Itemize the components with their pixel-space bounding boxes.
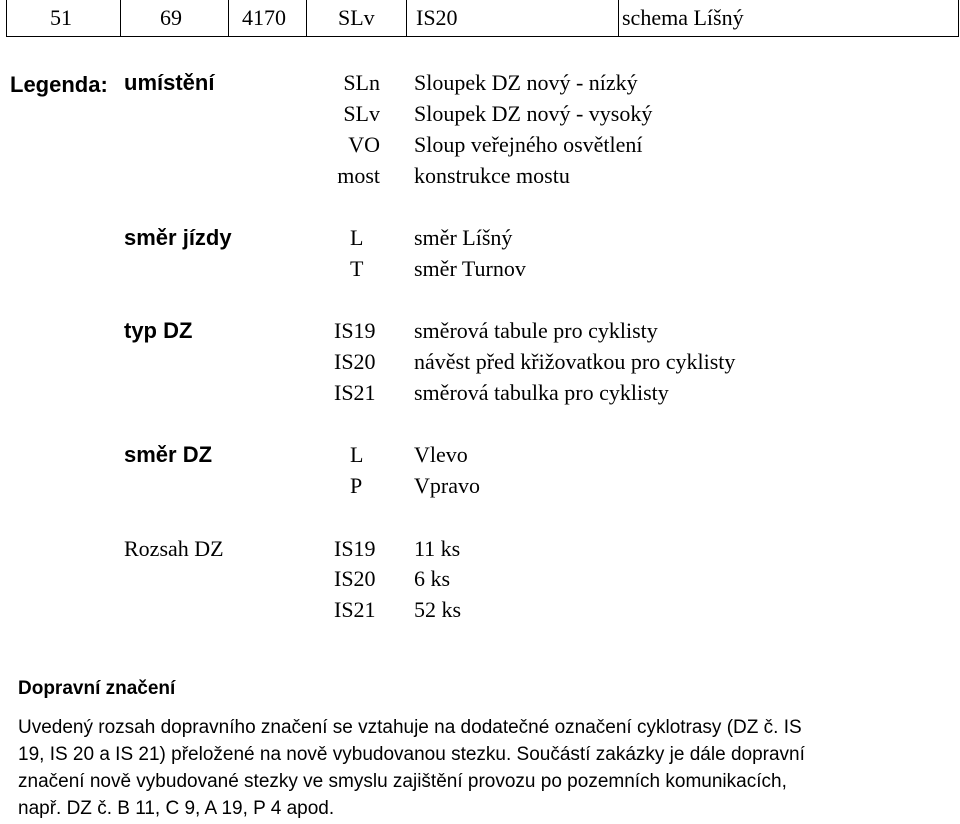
table-divider xyxy=(618,0,619,36)
legend-desc: směrová tabule pro cyklisty xyxy=(414,318,658,343)
legend-group-label-typ-dz: typ DZ xyxy=(124,318,193,343)
paragraph-line: 19, IS 20 a IS 21) přeložené na nově vybudovanou stezku. Součástí zakázky je dále dopravní xyxy=(18,744,805,765)
legend-code: L xyxy=(350,442,364,467)
legend-desc: Vpravo xyxy=(414,473,480,498)
header-cell-3: 4170 xyxy=(242,5,286,30)
legend-desc: 11 ks xyxy=(414,536,461,561)
legend-code: P xyxy=(350,473,363,498)
legend-desc: 52 ks xyxy=(414,597,462,622)
legend-desc: Sloupek DZ nový - vysoký xyxy=(414,101,653,126)
header-cell-2: 69 xyxy=(160,5,182,30)
paragraph-line: Uvedený rozsah dopravního značení se vztahuje na dodatečné označení cyklotrasy (DZ č. IS xyxy=(18,717,802,738)
legend-desc: směr Turnov xyxy=(414,256,526,281)
section-paragraph xyxy=(18,714,933,822)
table-divider xyxy=(228,0,229,36)
header-table-row xyxy=(6,0,959,37)
header-cell-6: schema Líšný xyxy=(622,5,744,30)
legend-group-label-rozsah-dz: Rozsah DZ xyxy=(124,536,224,561)
legend-code: IS19 xyxy=(334,536,376,561)
legend-code: IS21 xyxy=(334,597,376,622)
legend-desc: Vlevo xyxy=(414,442,468,467)
legend-code: SLv xyxy=(343,101,380,126)
legend-desc: 6 ks xyxy=(414,566,451,591)
legend-code: L xyxy=(350,225,364,250)
legend-code: IS20 xyxy=(334,349,376,374)
table-divider xyxy=(306,0,307,36)
legend-desc: Sloupek DZ nový - nízký xyxy=(414,70,638,95)
legend-code: IS20 xyxy=(334,566,376,591)
legend-desc: směr Líšný xyxy=(414,225,513,250)
legend-title: Legenda: xyxy=(10,72,108,97)
legend-code: SLn xyxy=(343,70,380,95)
legend-code: T xyxy=(350,256,364,281)
legend-group-label-smer-dz: směr DZ xyxy=(124,442,213,467)
legend-group-label-smer-jizdy: směr jízdy xyxy=(124,225,232,250)
table-border-left xyxy=(6,0,7,36)
legend-group-label-umisteni: umístění xyxy=(124,70,215,95)
legend-code: IS21 xyxy=(334,380,376,405)
header-cell-1: 51 xyxy=(50,5,72,30)
legend-code: IS19 xyxy=(334,318,376,343)
header-cell-5: IS20 xyxy=(416,5,458,30)
legend-desc: konstrukce mostu xyxy=(414,163,570,188)
paragraph-line: značení nově vybudované stezky ve smyslu zajištění provozu po pozemních komunikacích, xyxy=(18,771,787,792)
paragraph-line: např. DZ č. B 11, C 9, A 19, P 4 apod. xyxy=(18,798,335,819)
legend-desc: návěst před křižovatkou pro cyklisty xyxy=(414,349,736,374)
section-heading: Dopravní značení xyxy=(18,678,176,699)
table-border-right xyxy=(958,0,959,36)
legend-desc: směrová tabulka pro cyklisty xyxy=(414,380,669,405)
header-cell-4: SLv xyxy=(338,5,375,30)
legend-desc: Sloup veřejného osvětlení xyxy=(414,132,643,157)
legend-code: VO xyxy=(348,132,380,157)
table-divider xyxy=(406,0,407,36)
legend-code: most xyxy=(337,163,380,188)
table-divider xyxy=(120,0,121,36)
